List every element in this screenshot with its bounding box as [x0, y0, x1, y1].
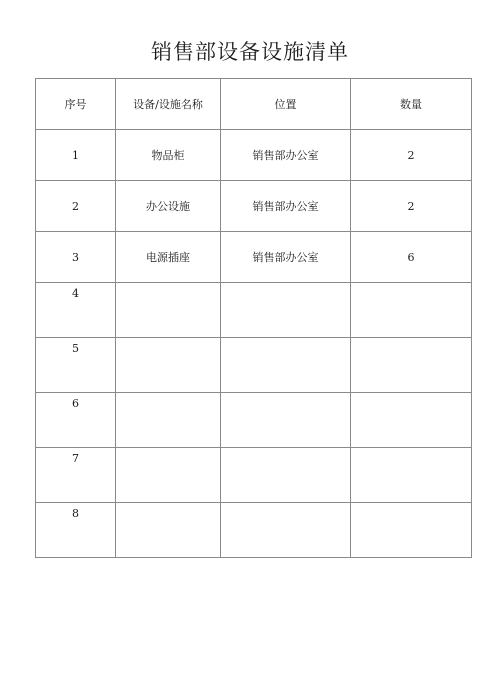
cell-equipment-name: [116, 393, 221, 448]
table-row: [36, 503, 472, 558]
cell-serial-number: 6: [36, 393, 116, 448]
cell-location: [221, 503, 351, 558]
table-row: [36, 338, 472, 393]
cell-serial-number: 8: [36, 503, 116, 558]
cell-equipment-name: 物品柜: [116, 130, 221, 181]
equipment-table: [35, 78, 472, 558]
cell-serial-number: 7: [36, 448, 116, 503]
table-row: [36, 232, 472, 283]
cell-equipment-name: [116, 338, 221, 393]
page-title: 销售部设备设施清单: [151, 40, 349, 64]
table-row: [36, 448, 472, 503]
cell-location: 销售部办公室: [221, 181, 351, 232]
header-equipment-name: 设备/设施名称: [116, 79, 221, 130]
cell-equipment-name: [116, 503, 221, 558]
header-location: 位置: [221, 79, 351, 130]
table-row: [36, 283, 472, 338]
cell-location: [221, 338, 351, 393]
table-header-row: [36, 79, 472, 130]
cell-location: [221, 393, 351, 448]
cell-quantity: 6: [351, 232, 472, 283]
cell-serial-number: 3: [36, 232, 116, 283]
cell-quantity: [351, 503, 472, 558]
header-quantity: 数量: [351, 79, 472, 130]
header-serial-number: 序号: [36, 79, 116, 130]
cell-equipment-name: 电源插座: [116, 232, 221, 283]
cell-serial-number: 4: [36, 283, 116, 338]
cell-serial-number: 2: [36, 181, 116, 232]
cell-quantity: [351, 448, 472, 503]
cell-quantity: [351, 338, 472, 393]
cell-quantity: [351, 283, 472, 338]
cell-location: 销售部办公室: [221, 232, 351, 283]
cell-equipment-name: [116, 283, 221, 338]
cell-serial-number: 5: [36, 338, 116, 393]
cell-location: [221, 448, 351, 503]
cell-serial-number: 1: [36, 130, 116, 181]
table-row: [36, 393, 472, 448]
cell-location: 销售部办公室: [221, 130, 351, 181]
table-row: [36, 181, 472, 232]
cell-quantity: 2: [351, 181, 472, 232]
table-row: [36, 130, 472, 181]
cell-quantity: 2: [351, 130, 472, 181]
cell-equipment-name: 办公设施: [116, 181, 221, 232]
cell-equipment-name: [116, 448, 221, 503]
cell-location: [221, 283, 351, 338]
cell-quantity: [351, 393, 472, 448]
